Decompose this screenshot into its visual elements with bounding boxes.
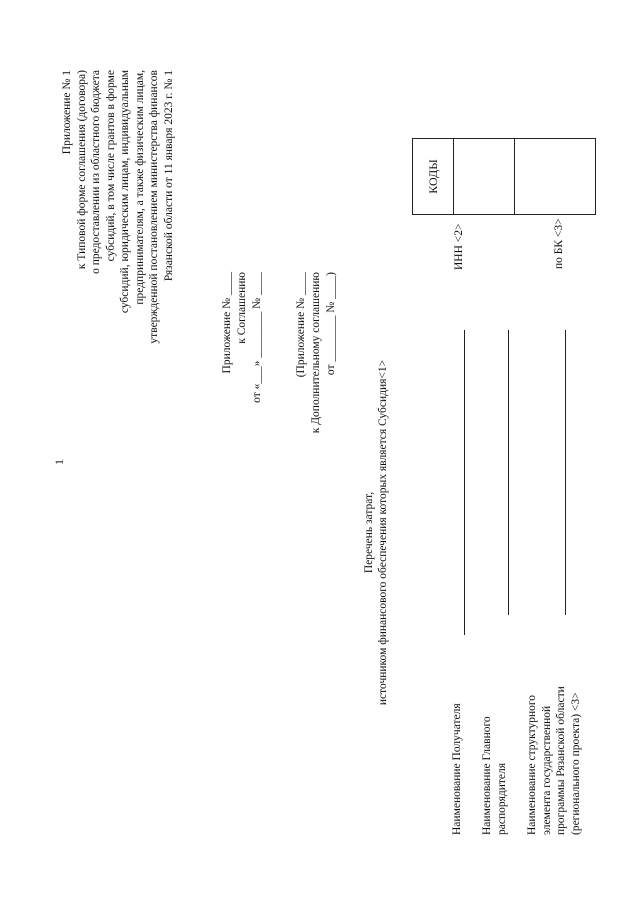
codes-table: [412, 138, 596, 215]
structural-element-label-line: элемента государственной: [540, 705, 553, 835]
main-manager-label: [480, 630, 509, 835]
agreement-ref-line: от «___» ________ № ____: [251, 272, 263, 403]
additional-agreement-ref-line: к Дополнительному соглашению: [310, 272, 322, 434]
appendix-header-line: Приложение № 1: [61, 70, 73, 155]
additional-agreement-reference: [294, 272, 339, 433]
bk-code-cell: [515, 139, 596, 215]
appendix-header-line: о предоставлении из областного бюджета: [90, 70, 102, 274]
appendix-header-line: утвержденной постановлением министерства финансов: [148, 70, 160, 344]
structural-element-label-line: Наименование структурного: [526, 694, 538, 835]
appendix-header-line: предпринимателям, а также физическим лицам,: [133, 70, 146, 305]
additional-agreement-ref-line: (Приложение № ____: [295, 272, 307, 378]
appendix-header-line: к Типовой форме соглашения (договора): [75, 70, 88, 270]
structural-element-label-line: программы Рязанской области: [555, 686, 567, 835]
appendix-header-line: субсидий, в том числе грантов в форме: [104, 70, 117, 262]
codes-header: КОДЫ: [413, 139, 454, 215]
main-manager-underline: [508, 330, 509, 615]
appendix-header-line: субсидий, юридическим лицам, индивидуальным: [119, 70, 131, 314]
appendix-header-line: Рязанской области от 11 января 2023 г. № 1: [162, 70, 175, 282]
bk-label: по БК <3>: [553, 218, 565, 269]
title-line-2: источником финансового обеспечения которых является Субсидия<1>: [377, 359, 389, 706]
agreement-ref-line: к Соглашению: [236, 272, 248, 344]
recipient-label: Наименование Получателя: [451, 703, 463, 835]
additional-agreement-ref-line: от ________ № ____): [325, 272, 337, 376]
structural-element-underline: [565, 330, 566, 615]
title-line-1: Перечень затрат,: [363, 491, 375, 574]
appendix-header: [60, 70, 176, 540]
page-number: 1: [52, 459, 66, 465]
recipient-underline: [464, 330, 465, 635]
inn-code-cell: [454, 139, 515, 215]
structural-element-label-line: (регионального проекта) <3>: [569, 692, 582, 835]
document-title: [362, 280, 390, 785]
structural-element-label: [525, 630, 583, 835]
main-manager-label-line: Наименование Главного: [481, 716, 493, 835]
agreement-ref-line: Приложение № ____: [221, 272, 233, 374]
inn-label: ИНН <2>: [453, 223, 465, 270]
agreement-reference: [220, 272, 265, 403]
main-manager-label-line: распорядителя: [495, 762, 508, 835]
